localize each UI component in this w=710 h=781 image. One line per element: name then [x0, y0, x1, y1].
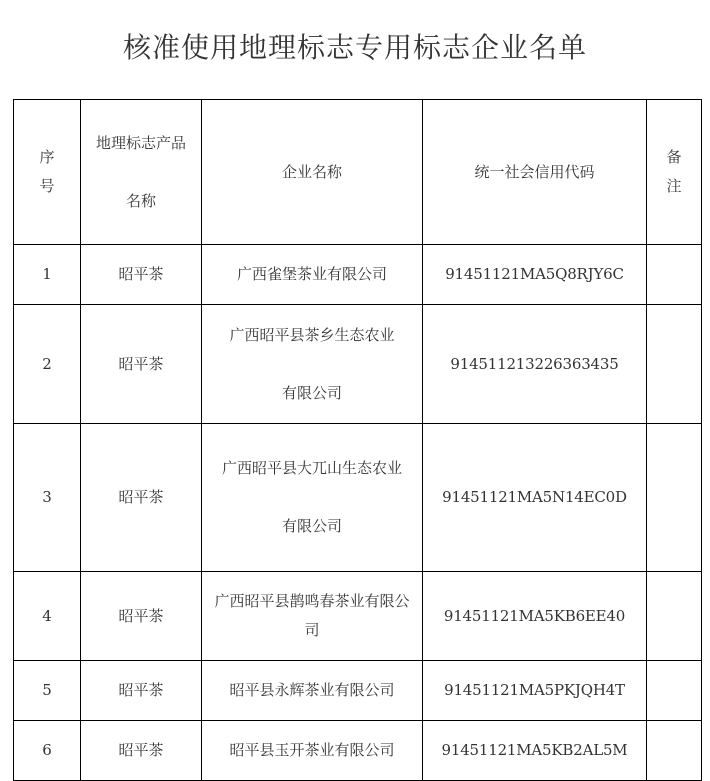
row-number: 4 — [14, 572, 81, 661]
header-credit-code: 统一社会信用代码 — [423, 100, 647, 245]
row-remark — [647, 424, 702, 572]
row-remark — [647, 305, 702, 424]
table-row — [14, 572, 702, 661]
header-company: 企业名称 — [202, 100, 423, 245]
row-company: 昭平县玉开茶业有限公司 — [202, 721, 423, 781]
row-credit-code: 91451121MA5N14EC0D — [423, 424, 647, 572]
table-row — [14, 305, 702, 424]
header-remark: 备 注 — [647, 100, 702, 245]
row-remark — [647, 661, 702, 721]
row-number: 6 — [14, 721, 81, 781]
enterprise-table — [13, 99, 702, 781]
row-company: 昭平县永辉茶业有限公司 — [202, 661, 423, 721]
table-row — [14, 721, 702, 781]
table-row — [14, 661, 702, 721]
row-product: 昭平茶 — [81, 721, 202, 781]
row-credit-code: 914511213226363435 — [423, 305, 647, 424]
row-remark — [647, 721, 702, 781]
row-number: 1 — [14, 245, 81, 305]
row-product: 昭平茶 — [81, 245, 202, 305]
row-remark — [647, 572, 702, 661]
row-company: 广西昭平县大兀山生态农业 有限公司 — [202, 424, 423, 572]
row-credit-code: 91451121MA5Q8RJY6C — [423, 245, 647, 305]
header-product: 地理标志产品 名称 — [81, 100, 202, 245]
page-title: 核准使用地理标志专用标志企业名单 — [122, 31, 587, 64]
row-product: 昭平茶 — [81, 572, 202, 661]
table-header-row — [14, 100, 702, 245]
row-company: 广西昭平县茶乡生态农业 有限公司 — [202, 305, 423, 424]
row-credit-code: 91451121MA5KB6EE40 — [423, 572, 647, 661]
row-product: 昭平茶 — [81, 305, 202, 424]
row-number: 2 — [14, 305, 81, 424]
table-row — [14, 424, 702, 572]
table-row — [14, 245, 702, 305]
row-credit-code: 91451121MA5PKJQH4T — [423, 661, 647, 721]
row-number: 5 — [14, 661, 81, 721]
header-seq: 序 号 — [14, 100, 81, 245]
row-product: 昭平茶 — [81, 661, 202, 721]
row-product: 昭平茶 — [81, 424, 202, 572]
row-company: 广西昭平县鹊鸣春茶业有限公司 — [202, 572, 423, 661]
row-number: 3 — [14, 424, 81, 572]
row-remark — [647, 245, 702, 305]
row-company: 广西雀堡茶业有限公司 — [202, 245, 423, 305]
row-credit-code: 91451121MA5KB2AL5M — [423, 721, 647, 781]
